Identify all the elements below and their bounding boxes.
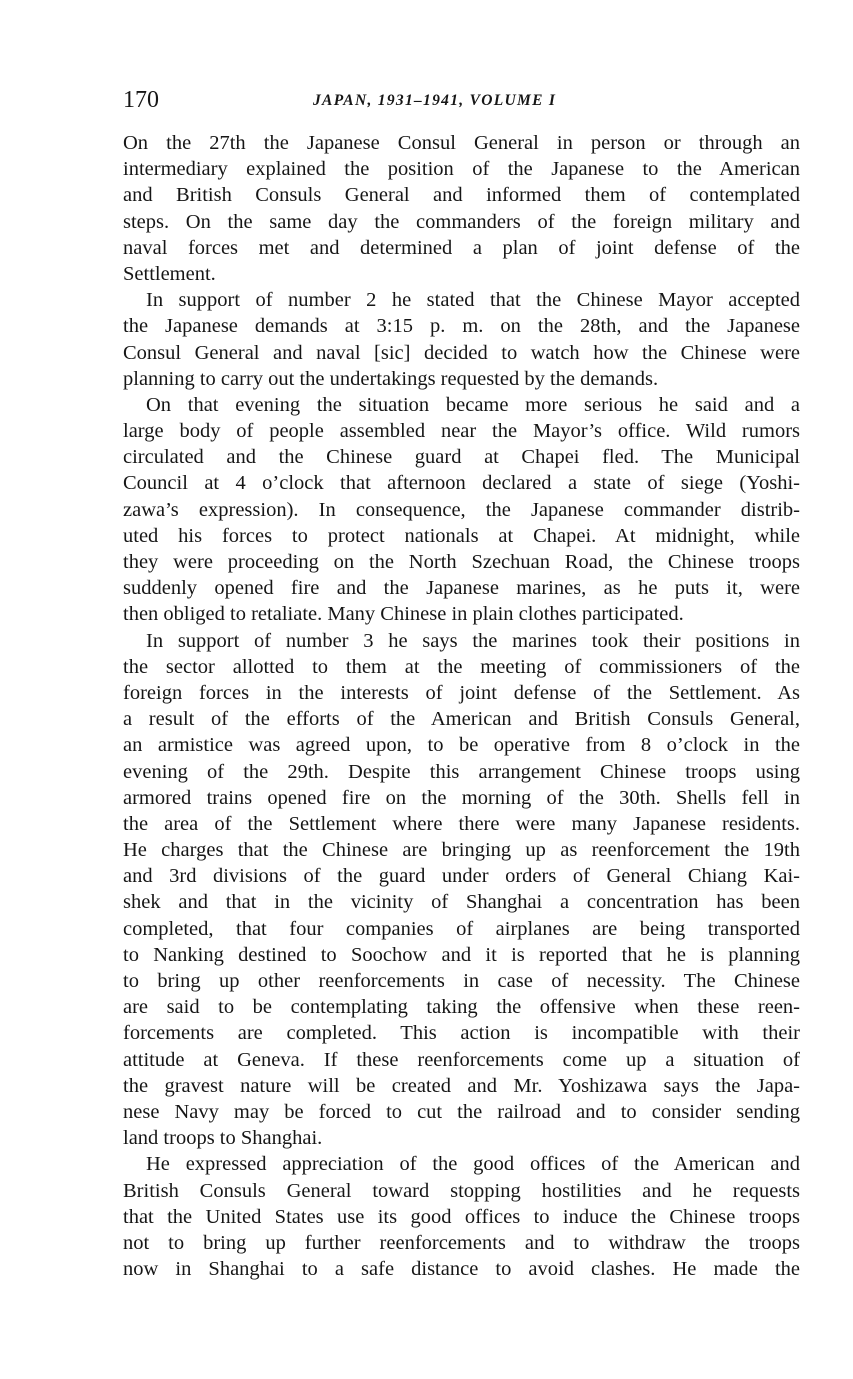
text-line: Consul General and naval [sic] decided to watch how the Chinese were <box>123 341 800 364</box>
text-line: planning to carry out the undertakings requested by the demands. <box>123 367 659 390</box>
text-line: On the 27th the Japanese Consul General in person or through an <box>123 132 800 154</box>
text-line: the Japanese demands at 3:15 p. m. on the 28th, and the Japanese <box>123 315 800 338</box>
text-line: attitude at Geneva. If these reenforcements come up a situation of <box>123 1048 800 1071</box>
paragraph <box>123 287 800 392</box>
text-line: land troops to Shanghai. <box>123 1127 323 1150</box>
text-line: intermediary explained the position of the Japanese to the American <box>123 158 800 181</box>
text-line: now in Shanghai to a safe distance to avoid clashes. He made the <box>123 1258 800 1281</box>
running-title: JAPAN, 1931–1941, VOLUME I <box>313 92 557 109</box>
text-line: the sector allotted to them at the meeting of commissioners of the <box>123 655 800 678</box>
text-line: uted his forces to protect nationals at Chapei. At midnight, while <box>123 524 800 547</box>
text-line: Settlement. <box>123 262 216 285</box>
text-line: the gravest nature will be created and Mr. Yoshizawa says the Japa- <box>123 1074 800 1097</box>
body-text <box>123 130 800 1282</box>
page-number: 170 <box>123 87 159 113</box>
text-line: He expressed appreciation of the good offices of the American and <box>146 1153 800 1176</box>
text-line: and British Consuls General and informed them of contemplated <box>123 184 800 207</box>
text-line: armored trains opened fire on the morning of the 30th. Shells fell in <box>123 786 800 809</box>
text-line: are said to be contemplating taking the offensive when these reen- <box>123 996 800 1019</box>
page-header <box>123 86 800 116</box>
text-line: an armistice was agreed upon, to be operative from 8 o’clock in the <box>123 734 800 757</box>
text-line: forcements are completed. This action is incompatible with their <box>123 1022 800 1045</box>
text-line: that the United States use its good offices to induce the Chinese troops <box>123 1205 800 1228</box>
text-line: British Consuls General toward stopping hostilities and he requests <box>123 1179 800 1202</box>
text-line: He charges that the Chinese are bringing up as reenforcement the 19th <box>123 839 800 862</box>
paragraph <box>123 392 800 628</box>
text-line: large body of people assembled near the Mayor’s office. Wild rumors <box>123 420 800 443</box>
text-line: In support of number 2 he stated that the Chinese Mayor accepted <box>146 289 800 312</box>
text-line: not to bring up further reenforcements and to withdraw the troops <box>123 1231 800 1254</box>
text-line: completed, that four companies of airplanes are being transported <box>123 917 800 940</box>
text-line: shek and that in the vicinity of Shanghai a concentration has been <box>123 891 800 914</box>
text-line: to bring up other reenforcements in case of necessity. The Chinese <box>123 970 800 992</box>
text-line: suddenly opened fire and the Japanese marines, as he puts it, were <box>123 577 800 600</box>
text-line: In support of number 3 he says the marines took their positions in <box>146 629 800 652</box>
text-line: to Nanking destined to Soochow and it is reported that he is planning <box>123 943 800 966</box>
text-line: a result of the efforts of the American and British Consuls General, <box>123 708 800 731</box>
text-line: the area of the Settlement where there were many Japanese residents. <box>123 812 800 835</box>
text-line: evening of the 29th. Despite this arrangement Chinese troops using <box>123 760 800 783</box>
paragraph <box>123 1151 800 1282</box>
text-line: steps. On the same day the commanders of the foreign military and <box>123 210 800 233</box>
text-line: they were proceeding on the North Szechuan Road, the Chinese troops <box>123 551 800 573</box>
text-line: naval forces met and determined a plan of joint defense of the <box>123 236 800 259</box>
text-line: Council at 4 o’clock that afternoon declared a state of siege (Yoshi- <box>123 472 800 495</box>
text-line: foreign forces in the interests of joint defense of the Settlement. As <box>123 681 800 704</box>
text-line: nese Navy may be forced to cut the railroad and to consider sending <box>123 1100 800 1123</box>
text-line: circulated and the Chinese guard at Chapei fled. The Municipal <box>123 446 800 469</box>
paragraph <box>123 628 800 1152</box>
text-line: and 3rd divisions of the guard under orders of General Chiang Kai- <box>123 865 800 888</box>
text-line: On that evening the situation became more serious he said and a <box>146 393 800 416</box>
text-line: zawa’s expression). In consequence, the Japanese commander distrib- <box>123 498 800 521</box>
paragraph <box>123 130 800 287</box>
text-line: then obliged to retaliate. Many Chinese in plain clothes participated. <box>123 603 684 626</box>
